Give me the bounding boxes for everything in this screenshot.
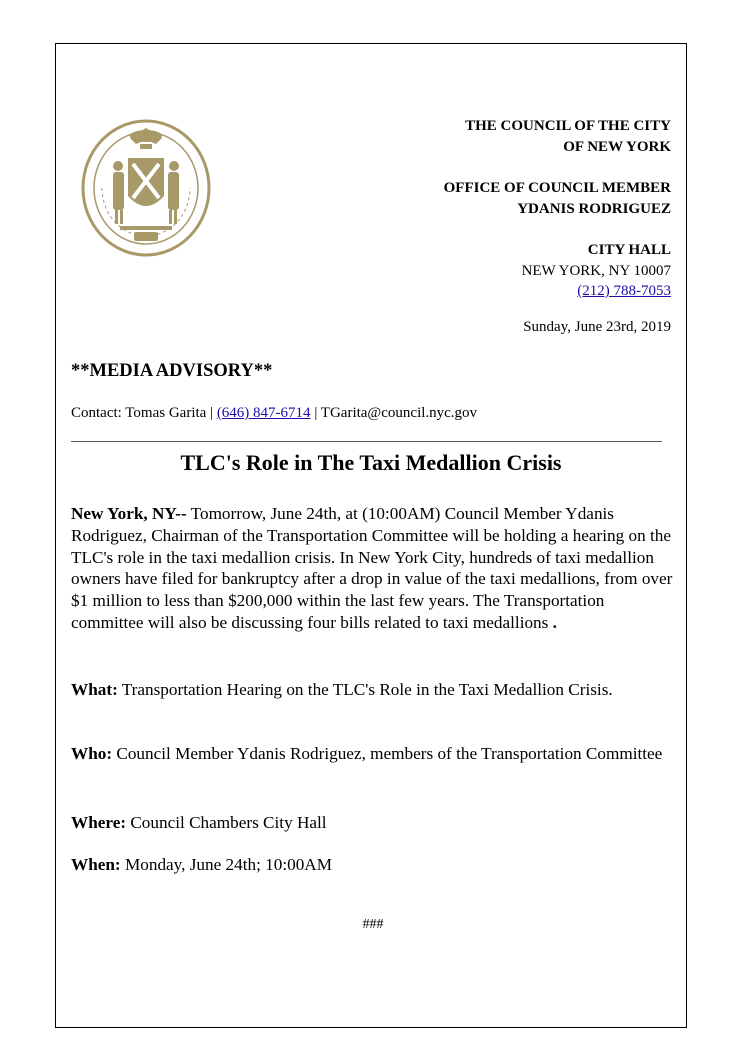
office-line2: YDANIS RODRIGUEZ [517,200,671,217]
nyc-city-seal-icon [80,118,212,258]
council-name-line1: THE COUNCIL OF THE CITY [465,118,671,134]
when-label: When: [71,855,121,874]
address-line1: CITY HALL [587,242,671,258]
office-phone-link[interactable]: (212) 788-7053 [577,283,671,299]
what-text: Transportation Hearing on the TLC's Role in the Taxi Medallion Crisis. [117,680,613,699]
intro-paragraph [71,503,676,634]
contact-line [71,405,477,422]
letterhead [444,116,671,302]
when-paragraph [71,854,676,876]
end-mark [0,917,750,933]
divider [71,441,662,442]
media-advisory-label: **MEDIA ADVISORY** [71,361,273,381]
contact-phone-link[interactable]: (646) 847-6714 [216,405,311,421]
contact-prefix: Contact: Tomas Garita | [71,405,217,421]
where-label: Where: [71,813,127,832]
office-line1: OFFICE OF COUNCIL MEMBER [443,180,671,196]
end-mark-text: ### [362,917,384,932]
who-paragraph [71,743,676,765]
headline: TLC's Role in The Taxi Medallion Crisis [180,450,562,475]
what-label: What: [71,680,118,699]
where-paragraph [71,812,676,834]
what-paragraph [71,679,676,701]
address-line2: NEW YORK, NY 10007 [521,262,671,279]
intro-end: . [552,612,557,632]
advisory-date: Sunday, June 23rd, 2019 [523,319,671,335]
intro-text: Tomorrow, June 24th, at (10:00AM) Council Member Ydanis Rodriguez, Chairman of the Transportation Committee will be holding a hearing on the TLC's role in the taxi medallion crisis. In New York City, hundreds of taxi medallion owners have filed for bankruptcy after a drop in value of the taxi medallions, from over $1 million to less than $200,000 within the last few years. The Transportation committee will also be discussing four bills related to taxi medallions [71,504,673,632]
when-text: Monday, June 24th; 10:00AM [120,855,333,874]
who-text: Council Member Ydanis Rodriguez, members of the Transportation Committee [112,744,663,763]
contact-suffix: | TGarita@council.nyc.gov [310,405,478,421]
where-text: Council Chambers City Hall [126,813,327,832]
council-name-line2: OF NEW YORK [563,138,671,155]
dateline: New York, NY-- [71,504,187,523]
who-label: Who: [71,744,113,763]
